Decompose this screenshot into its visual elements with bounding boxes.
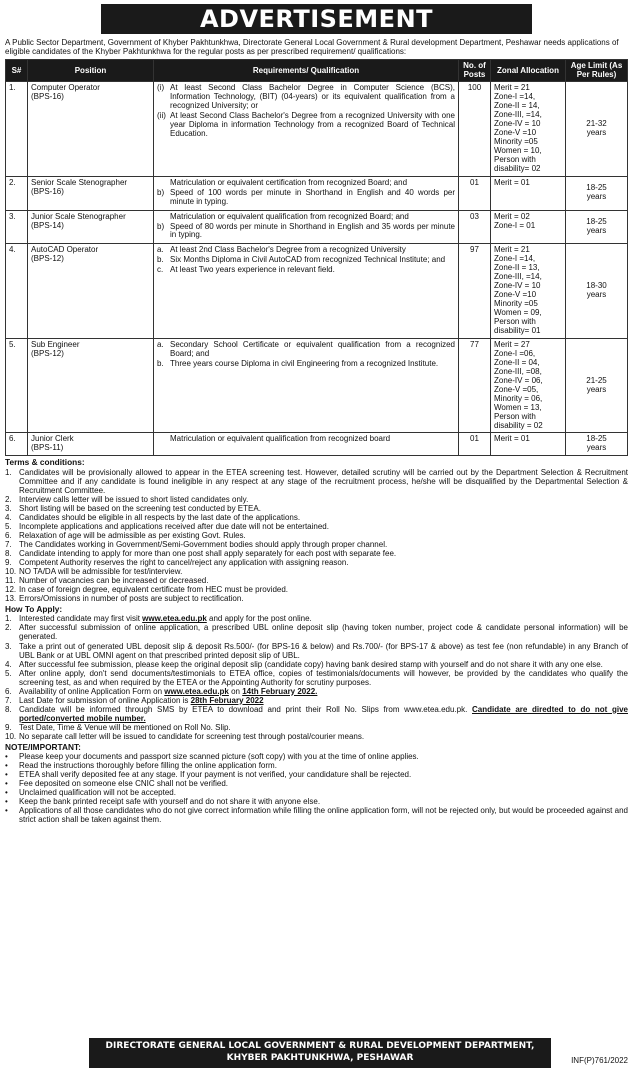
requirement-text: At least 2nd Class Bachelor's Degree from a recognized University (170, 245, 406, 255)
list-item (5, 594, 628, 603)
item-emphasis: Candidate are diredted to do not give ported/converted mobile number. (19, 704, 628, 723)
item-text: In case of foreign degree, equivalent certificate from HEC must be provided. (19, 585, 289, 595)
row-sno: 1. (6, 82, 28, 177)
table-row (6, 210, 628, 244)
age-line: years (586, 225, 607, 235)
intro-paragraph: A Public Sector Department, Government of Khyber Pakhtunkhwa, Directorate General Local Government & Rural development Department, Peshawar needs applications of eligible candidates of the Khyber Pakhtunkhwa for the regular posts as per prescribed requirement/ qualifications: (5, 38, 619, 57)
note-text: Read the instructions thoroughly before filling the online application form. (19, 761, 277, 771)
note-text: Applications of all those candidates who do not give correct information while filling the online application form, will not be rejected only, but would be proceeded against and strict action shall be taken against them. (19, 806, 628, 825)
position-bps: (BPS-16) (31, 92, 64, 102)
requirement-marker: b) (157, 187, 165, 197)
terms-heading: Terms & conditions: (5, 457, 85, 468)
requirement-text: At least Second Class Bachelor's Degree from a recognized University with one year Diploma in information Technology from a recognized Board of Technical Education. (170, 111, 455, 138)
note-item (5, 779, 628, 788)
zonal-line: Person with (494, 154, 536, 164)
zonal-line: Minority =05 (494, 299, 538, 309)
item-text: Candidates should be eligible in all respects by the last date of the applications. (19, 512, 301, 522)
row-age-limit (566, 338, 628, 433)
row-requirements (154, 244, 459, 339)
note-text: Unclaimed qualification will not be accepted. (19, 788, 176, 798)
advertisement-title: ADVERTISEMENT (101, 4, 532, 34)
age-line: years (586, 127, 607, 137)
position-bps: (BPS-14) (31, 220, 64, 230)
list-item (5, 567, 628, 576)
list-item (5, 669, 628, 687)
row-posts: 01 (459, 176, 491, 210)
zonal-line: Zone-II = 14, (494, 101, 540, 111)
table-row (6, 244, 628, 339)
bullet-icon: • (5, 788, 8, 798)
row-requirements (154, 433, 459, 456)
requirement-marker: b. (157, 358, 164, 368)
position-name: Junior Clerk (31, 434, 74, 444)
requirement-item (157, 246, 455, 255)
zonal-line: disability= 01 (494, 325, 541, 335)
item-number: 2. (5, 623, 12, 633)
requirement-item (157, 213, 455, 222)
requirement-marker: (ii) (157, 111, 166, 121)
age-line: 18-25 (586, 183, 607, 193)
requirement-text: Matriculation or equivalent qualification from recognized board (170, 434, 391, 444)
note-text: Please keep your documents and passport size scanned picture (soft copy) with you at the time of online applies. (19, 752, 419, 762)
item-text-part: After successful fee submission, please keep the original deposit slip (candidate copy) having bank desired stamp with yourself and do not share it with any one else. (19, 659, 603, 669)
ad-reference-number: INF(P)761/2022 (571, 1056, 628, 1066)
row-age-limit (566, 82, 628, 177)
requirement-item (157, 360, 455, 369)
zonal-line: Minority = 06, (494, 393, 543, 403)
item-text-part: Interested candidate may first visit (19, 614, 143, 624)
zonal-line: Merit = 01 (494, 434, 530, 444)
table-row (6, 82, 628, 177)
position-bps: (BPS-16) (31, 186, 64, 196)
item-text: NO TA/DA will be admissible for test/interview. (19, 567, 183, 576)
position-bps: (BPS-12) (31, 348, 64, 358)
item-number: 11. (5, 576, 16, 586)
item-emphasis: www.etea.edu.pk (142, 614, 207, 624)
note-text: ETEA shall verify deposited fee at any stage. If your payment is not verified, your candidature shall be rejected. (19, 770, 412, 780)
item-text: Relaxation of age will be admissible as per existing Govt. Rules. (19, 530, 246, 540)
bullet-icon: • (5, 752, 8, 762)
zonal-line: Women = 09, (494, 308, 542, 318)
item-number: 9. (5, 722, 12, 732)
item-text: Competent Authority reserves the right to cancel/reject any application with assigning reason. (19, 557, 349, 567)
age-line: 21-25 (586, 375, 607, 385)
item-text (19, 705, 628, 723)
zonal-line: Zone-IV = 06, (494, 375, 543, 385)
table-row (6, 433, 628, 456)
row-age-limit (566, 176, 628, 210)
requirement-text: Speed of 80 words per minute in Shorthand in English and 35 words per minute in typing. (170, 221, 455, 240)
row-sno: 5. (6, 338, 28, 433)
item-text (19, 660, 628, 669)
note-text: Keep the bank printed receipt safe with yourself and do not share it with anyone else. (19, 797, 321, 807)
item-emphasis: www.etea.edu.pk (164, 686, 229, 696)
zonal-line: Women = 10, (494, 145, 542, 155)
requirement-text: Matriculation or equivalent qualification from recognized Board; and (170, 211, 409, 221)
item-text-part: Test Date, Time & Venue will be mentioned on Roll No. Slip. (19, 722, 231, 732)
zonal-line: Women = 13, (494, 402, 542, 412)
zonal-line: Zone-I = 01 (494, 220, 536, 230)
item-number: 13. (5, 594, 17, 604)
row-sno: 3. (6, 210, 28, 244)
requirement-item (157, 189, 455, 207)
requirement-text: Speed of 100 words per minute in Shorthand in English and 40 words per minute in typing. (170, 187, 455, 206)
row-position (28, 433, 154, 456)
row-zonal-allocation (491, 433, 566, 456)
item-text (19, 623, 628, 641)
position-bps: (BPS-12) (31, 254, 64, 264)
zonal-line: Merit = 27 (494, 339, 530, 349)
list-item (5, 504, 628, 513)
age-line: years (586, 443, 607, 453)
item-text: Number of vacancies can be increased or decreased. (19, 576, 209, 586)
item-number: 9. (5, 557, 12, 567)
row-requirements (154, 82, 459, 177)
row-zonal-allocation (491, 338, 566, 433)
zonal-line: Merit = 21 (494, 83, 530, 93)
bullet-icon: • (5, 770, 8, 780)
age-line: 21-32 (586, 118, 607, 128)
table-row (6, 338, 628, 433)
posts-table-body (6, 82, 628, 456)
item-number: 7. (5, 539, 12, 549)
list-item (5, 642, 628, 660)
item-text-part: Availability of online Application Form on (19, 686, 165, 696)
zonal-line: Zone-V =10 (494, 127, 537, 137)
zonal-line: Zone-I =06, (494, 348, 536, 358)
requirement-marker (157, 435, 170, 444)
zonal-line: disability = 02 (494, 420, 543, 430)
list-item (5, 687, 628, 696)
item-text: Incomplete applications and applications received after due date will not be entertained. (19, 521, 329, 531)
position-name: Junior Scale Stenographer (31, 211, 126, 221)
position-name: Computer Operator (31, 83, 100, 93)
requirement-item (157, 435, 455, 444)
item-text (19, 642, 628, 660)
list-item (5, 705, 628, 723)
requirement-text: Secondary School Certificate or equivalent qualification from a recognized Board; and (170, 339, 455, 358)
list-item (5, 549, 628, 558)
header-sno: S# (6, 60, 28, 82)
list-item (5, 623, 628, 641)
item-number: 5. (5, 521, 12, 531)
list-item (5, 513, 628, 522)
row-age-limit (566, 433, 628, 456)
item-number: 10. (5, 567, 17, 576)
item-text: Interview calls letter will be issued to short listed candidates only. (19, 494, 249, 504)
zonal-line: Person with (494, 411, 536, 421)
row-position (28, 210, 154, 244)
row-posts: 01 (459, 433, 491, 456)
zonal-line: Zone-III, =14, (494, 272, 542, 282)
list-item (5, 468, 628, 495)
row-position (28, 338, 154, 433)
requirement-marker (157, 213, 170, 222)
item-text (19, 723, 628, 732)
list-item (5, 723, 628, 732)
item-emphasis: 28th February 2022 (190, 695, 264, 705)
zonal-line: Zone-IV = 10 (494, 118, 541, 128)
list-item (5, 696, 628, 705)
age-line: years (586, 192, 607, 202)
notes-list (5, 752, 628, 824)
list-item (5, 558, 628, 567)
list-item (5, 576, 628, 585)
how-to-apply-list (5, 614, 628, 740)
note-item (5, 806, 628, 824)
age-line: 18-25 (586, 217, 607, 227)
zonal-line: Zone-III, =14, (494, 110, 542, 120)
item-text (19, 669, 628, 687)
zonal-line: Zone-II = 13, (494, 263, 540, 273)
item-text: Candidate intending to apply for more than one post shall apply separately for each post with separate fee. (19, 548, 397, 558)
row-sno: 4. (6, 244, 28, 339)
requirement-text: Matriculation or equivalent certification from recognized Board; and (170, 177, 408, 187)
row-zonal-allocation (491, 82, 566, 177)
list-item (5, 585, 628, 594)
item-number: 4. (5, 659, 12, 669)
requirement-text: Three years course Diploma in civil Engineering from a recognized Institute. (170, 358, 439, 368)
item-emphasis: 14th February 2022. (242, 686, 318, 696)
requirement-item (157, 266, 455, 275)
row-zonal-allocation (491, 210, 566, 244)
row-posts: 03 (459, 210, 491, 244)
position-name: Sub Engineer (31, 339, 80, 349)
item-text-part: Candidate will be informed through SMS by ETEA to download and print their Roll No. Slips from www.etea.edu.pk. (19, 704, 472, 714)
item-number: 8. (5, 704, 12, 714)
item-text-part: After successful submission of online application, a prescribed UBL online deposit slip (having token number, project code & candidate personal information) will be generated. (19, 623, 628, 642)
list-item (5, 531, 628, 540)
zonal-line: Merit = 01 (494, 177, 530, 187)
item-number: 1. (5, 614, 12, 624)
row-sno: 2. (6, 176, 28, 210)
row-posts: 97 (459, 244, 491, 339)
requirement-marker: a. (157, 245, 164, 255)
row-requirements (154, 210, 459, 244)
header-position: Position (28, 60, 154, 82)
item-text-part: Take a print out of generated UBL deposit slip & deposit Rs.500/- (for BPS-16 & below) and Rs.700/- (for BPS-17 & above) as test fee (non refundable) in any Branch of UBL Bank or at UBL OMNI agent on that prescribed printed deposit slip of UBL. (19, 641, 628, 660)
row-zonal-allocation (491, 176, 566, 210)
note-item (5, 788, 628, 797)
requirement-text: At least Two years experience in relevant field. (170, 265, 335, 275)
bullet-icon: • (5, 797, 8, 807)
bullet-icon: • (5, 761, 8, 771)
item-number: 6. (5, 686, 12, 696)
age-line: years (586, 384, 607, 394)
row-age-limit (566, 244, 628, 339)
position-bps: (BPS-11) (31, 443, 64, 453)
item-text (19, 732, 628, 741)
item-text-part: and apply for the post online. (206, 614, 312, 624)
requirement-item (157, 112, 455, 139)
item-text-part: Last Date for submission of online Application is (19, 695, 191, 705)
note-item (5, 752, 628, 761)
zonal-line: Zone-I =14, (494, 92, 536, 102)
list-item (5, 732, 628, 741)
note-item (5, 770, 628, 779)
footer-department-box (89, 1038, 551, 1068)
requirement-text: At least Second Class Bachelor Degree in Computer Science (BCS), Information Technology, (BIT) (04-years) or its equivalent qualification from a recognized University; or (170, 83, 455, 111)
header-posts: No. of Posts (459, 60, 491, 82)
terms-list (5, 468, 628, 603)
requirement-marker (157, 179, 170, 188)
note-item (5, 761, 628, 770)
list-item (5, 660, 628, 669)
zonal-line: Zone-IV = 10 (494, 281, 541, 291)
requirement-item (157, 84, 455, 111)
requirement-item (157, 223, 455, 241)
row-requirements (154, 338, 459, 433)
item-number: 8. (5, 548, 12, 558)
item-number: 7. (5, 695, 12, 705)
footer-line-1: DIRECTORATE GENERAL LOCAL GOVERNMENT & RURAL DEVELOPMENT DEPARTMENT, (105, 1041, 535, 1051)
item-text: Candidates will be provisionally allowed to appear in the ETEA screening test. However, detailed scrutiny will be carried out by the Department Selection & Recruitment Committee and if any candidate is found ineligible in any respect at any stage of the recruitment process, he/she will be disqualified by the Departmental Selection & Recruitment Committee. (19, 467, 628, 495)
item-number: 2. (5, 494, 12, 504)
bullet-icon: • (5, 806, 8, 816)
note-item (5, 797, 628, 806)
requirement-item (157, 256, 455, 265)
item-text-part: After online apply, don't send documents/testimonials to ETEA office, copies of testimonials/documents will however, be provided by the candidates who qualify the screening test, as and when required by the ETEA or the Appointing Authority for scrutiny purposes. (19, 668, 628, 687)
bullet-icon: • (5, 779, 8, 789)
notes-heading: NOTE/IMPORTANT: (5, 741, 81, 752)
header-requirements: Requirements/ Qualification (154, 60, 459, 82)
zonal-line: Merit = 21 (494, 245, 530, 255)
requirement-text: Six Months Diploma in Civil AutoCAD from recognized Technical Institute; and (170, 255, 446, 265)
requirement-marker: a. (157, 339, 164, 349)
item-number: 3. (5, 641, 12, 651)
item-text: The Candidates working in Government/Semi-Government bodies should apply through proper channel. (19, 539, 388, 549)
requirement-item (157, 341, 455, 359)
posts-table (5, 59, 628, 456)
age-line: 18-25 (586, 434, 607, 444)
footer-line-2: KHYBER PAKHTUNKHWA, PESHAWAR (226, 1052, 414, 1063)
how-to-apply-heading: How To Apply: (5, 604, 63, 615)
requirement-marker: c. (157, 265, 164, 275)
zonal-line: Zone-V =10 (494, 290, 537, 300)
list-item (5, 614, 628, 623)
item-number: 12. (5, 585, 17, 595)
list-item (5, 540, 628, 549)
row-age-limit (566, 210, 628, 244)
note-text: Fee deposited on someone else CNIC shall not be verified. (19, 779, 229, 789)
zonal-line: Zone-III, =08, (494, 366, 542, 376)
item-text (19, 696, 628, 705)
row-posts: 77 (459, 338, 491, 433)
header-zonal: Zonal Allocation (491, 60, 566, 82)
row-sno: 6. (6, 433, 28, 456)
age-line: 18-30 (586, 281, 607, 291)
item-text: Errors/Omissions in number of posts are subject to rectification. (19, 594, 244, 604)
row-position (28, 176, 154, 210)
table-header-row (6, 60, 628, 82)
age-line: years (586, 290, 607, 300)
item-number: 6. (5, 530, 12, 540)
row-requirements (154, 176, 459, 210)
zonal-line: Zone-V =05, (494, 384, 539, 394)
item-text (19, 614, 628, 623)
item-text-part: on (228, 686, 243, 696)
item-text (19, 687, 628, 696)
zonal-line: Person with (494, 317, 536, 327)
list-item (5, 495, 628, 504)
row-position (28, 244, 154, 339)
item-number: 5. (5, 668, 12, 678)
requirement-marker: b) (157, 221, 165, 231)
item-text: Short listing will be based on the screening test conducted by ETEA. (19, 503, 261, 513)
zonal-line: Zone-I =14, (494, 254, 536, 264)
zonal-line: Zone-II = 04, (494, 357, 540, 367)
item-number: 10. (5, 731, 17, 741)
zonal-line: Minority =05 (494, 136, 538, 146)
list-item (5, 522, 628, 531)
position-name: AutoCAD Operator (31, 245, 99, 255)
row-zonal-allocation (491, 244, 566, 339)
zonal-line: Merit = 02 (494, 211, 530, 221)
footer (5, 1038, 628, 1068)
item-number: 1. (5, 467, 12, 477)
requirement-marker: (i) (157, 83, 165, 93)
requirement-item (157, 179, 455, 188)
row-position (28, 82, 154, 177)
zonal-line: disability= 02 (494, 163, 541, 173)
item-text-part: No separate call letter will be issued to candidate for screening test through postal/courier means. (19, 731, 365, 741)
row-posts: 100 (459, 82, 491, 177)
item-number: 4. (5, 512, 12, 522)
header-age: Age Limit (As Per Rules) (566, 60, 628, 82)
position-name: Senior Scale Stenographer (31, 177, 128, 187)
item-number: 3. (5, 503, 12, 513)
table-row (6, 176, 628, 210)
requirement-marker: b. (157, 255, 164, 265)
